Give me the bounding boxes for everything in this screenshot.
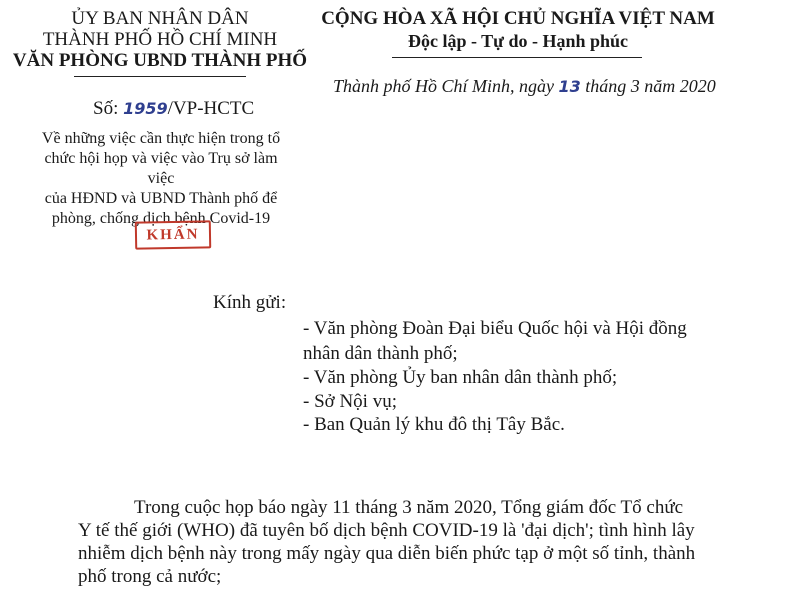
recipient-item: - Văn phòng Đoàn Đại biểu Quốc hội và Hội đồng (303, 318, 687, 339)
urgent-stamp: KHẨN (135, 220, 211, 249)
subject-line: Về những việc cần thực hiện trong tổ (41, 130, 281, 147)
subject-line: của HĐND và UBND Thành phố để (44, 190, 278, 207)
recipient-item: - Sở Nội vụ; (303, 391, 397, 412)
date-prefix: Thành phố Hồ Chí Minh, ngày (333, 76, 559, 96)
issuer-underline (74, 76, 246, 77)
issuer-line-1: ỦY BAN NHÂN DÂN (71, 8, 249, 29)
motto-underline (392, 57, 642, 58)
document-subject (36, 129, 286, 229)
body-line: Y tế thế giới (WHO) đã tuyên bố dịch bệnh COVID-19 là 'đại dịch'; tình hình lây (78, 520, 695, 541)
national-title: CỘNG HÒA XÃ HỘI CHỦ NGHĨA VIỆT NAM (321, 8, 715, 29)
subject-line: chức hội họp và việc vào Trụ sở làm việc (44, 150, 278, 187)
recipient-item: - Ban Quản lý khu đô thị Tây Bắc. (303, 414, 565, 435)
subject-line: phòng, chống dịch bệnh Covid-19 (51, 210, 271, 227)
body-line: Trong cuộc họp báo ngày 11 tháng 3 năm 2020, Tổng giám đốc Tổ chức (134, 497, 684, 518)
document-number-handwritten: 1959 (123, 99, 168, 118)
issuer-line-2: THÀNH PHỐ HỒ CHÍ MINH (42, 29, 278, 50)
document-date (333, 76, 716, 97)
salutation: Kính gửi: (213, 292, 287, 313)
issuer-line-3: VĂN PHÒNG UBND THÀNH PHỐ (12, 50, 308, 71)
document-number-prefix: Số: (93, 98, 124, 119)
document-number (93, 98, 254, 120)
document-number-suffix: /VP-HCTC (167, 98, 255, 119)
body-line: nhiễm dịch bệnh này trong mấy ngày qua diễn biến phức tạp ở một số tỉnh, thành (78, 543, 696, 564)
date-day-handwritten: 13 (558, 77, 581, 96)
date-suffix: tháng 3 năm 2020 (580, 76, 716, 96)
body-line: phố trong cả nước; (78, 566, 222, 587)
recipient-item-continuation: nhân dân thành phố; (303, 343, 458, 364)
recipient-item: - Văn phòng Ủy ban nhân dân thành phố; (303, 367, 618, 388)
national-motto: Độc lập - Tự do - Hạnh phúc (407, 31, 629, 51)
